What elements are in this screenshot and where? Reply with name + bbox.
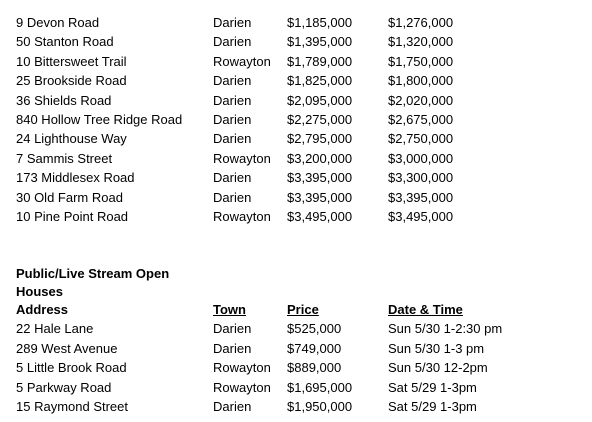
town-cell: Darien — [213, 321, 252, 337]
table-row — [16, 110, 548, 129]
date-time-cell: Sat 5/29 1-3pm — [388, 399, 477, 415]
table-row — [16, 397, 548, 416]
town-cell: Darien — [213, 340, 252, 356]
sold-price-cell: $1,276,000 — [388, 15, 454, 30]
town-cell: Darien — [213, 112, 252, 128]
open-houses-header-row — [16, 300, 548, 319]
town-cell: Rowayton — [213, 150, 271, 166]
town-cell: Darien — [213, 92, 252, 108]
list-price-cell: $3,395,000 — [287, 189, 353, 205]
table-row — [16, 149, 548, 168]
town-cell: Darien — [213, 170, 252, 186]
town-cell: Rowayton — [213, 379, 271, 395]
address-cell: 5 Little Brook Road — [16, 360, 127, 376]
list-price-cell: $2,795,000 — [287, 131, 353, 147]
sold-price-cell: $3,300,000 — [388, 170, 454, 186]
town-cell: Darien — [213, 73, 252, 89]
date-time-cell: Sun 5/30 12-2pm — [388, 360, 488, 376]
sold-price-cell: $3,395,000 — [388, 189, 454, 205]
address-cell: 173 Middlesex Road — [16, 170, 135, 186]
town-cell: Rowayton — [213, 360, 271, 376]
sold-price-cell: $1,750,000 — [388, 53, 454, 69]
price-cell: $1,950,000 — [287, 399, 353, 415]
sales-table-body — [16, 13, 548, 226]
table-row — [16, 168, 548, 187]
table-row — [16, 339, 548, 358]
list-price-cell: $1,185,000 — [287, 15, 353, 30]
address-cell: 840 Hollow Tree Ridge Road — [16, 112, 183, 128]
header-date-time: Date & Time — [388, 302, 463, 317]
price-cell: $749,000 — [287, 340, 342, 356]
table-row — [16, 129, 548, 148]
date-time-cell: Sun 5/30 1-2:30 pm — [388, 321, 503, 337]
address-cell: 9 Devon Road — [16, 15, 100, 30]
address-cell: 5 Parkway Road — [16, 379, 112, 395]
town-cell: Rowayton — [213, 53, 271, 69]
table-row — [16, 91, 548, 110]
sold-price-cell: $3,495,000 — [388, 209, 454, 225]
address-cell: 22 Hale Lane — [16, 321, 94, 337]
table-row — [16, 207, 548, 226]
address-cell: 10 Pine Point Road — [16, 209, 129, 225]
list-price-cell: $2,095,000 — [287, 92, 353, 108]
town-cell: Darien — [213, 34, 252, 50]
address-cell: 10 Bittersweet Trail — [16, 53, 127, 69]
address-cell: 36 Shields Road — [16, 92, 112, 108]
table-row — [16, 32, 548, 51]
table-row — [16, 358, 548, 377]
open-houses-table — [16, 300, 548, 416]
price-cell: $889,000 — [287, 360, 342, 376]
date-time-cell: Sun 5/30 1-3 pm — [388, 340, 485, 356]
address-cell: 50 Stanton Road — [16, 34, 114, 50]
open-houses-table-body — [16, 319, 548, 416]
table-row — [16, 52, 548, 71]
header-address: Address — [16, 302, 69, 317]
town-cell: Darien — [213, 189, 252, 205]
address-cell: 15 Raymond Street — [16, 399, 129, 415]
town-cell: Darien — [213, 15, 252, 30]
sold-price-cell: $3,000,000 — [388, 150, 454, 166]
address-cell: 24 Lighthouse Way — [16, 131, 127, 147]
list-price-cell: $3,200,000 — [287, 150, 353, 166]
list-price-cell: $3,395,000 — [287, 170, 353, 186]
price-cell: $525,000 — [287, 321, 342, 337]
table-row — [16, 378, 548, 397]
address-cell: 289 West Avenue — [16, 340, 118, 356]
town-cell: Darien — [213, 399, 252, 415]
sold-price-cell: $2,675,000 — [388, 112, 454, 128]
table-row — [16, 188, 548, 207]
sold-price-cell: $2,020,000 — [388, 92, 454, 108]
header-town: Town — [213, 302, 246, 317]
table-row — [16, 13, 548, 32]
table-row — [16, 71, 548, 90]
list-price-cell: $1,395,000 — [287, 34, 353, 50]
town-cell: Rowayton — [213, 209, 271, 225]
header-price: Price — [287, 302, 319, 317]
address-cell: 30 Old Farm Road — [16, 189, 123, 205]
sold-price-cell: $1,800,000 — [388, 73, 454, 89]
list-price-cell: $1,825,000 — [287, 73, 353, 89]
town-cell: Darien — [213, 131, 252, 147]
list-price-cell: $2,275,000 — [287, 112, 353, 128]
sales-table — [16, 13, 548, 226]
price-cell: $1,695,000 — [287, 379, 353, 395]
date-time-cell: Sat 5/29 1-3pm — [388, 379, 477, 395]
address-cell: 25 Brookside Road — [16, 73, 127, 89]
list-price-cell: $1,789,000 — [287, 53, 353, 69]
sold-price-cell: $2,750,000 — [388, 131, 454, 147]
address-cell: 7 Sammis Street — [16, 150, 113, 166]
table-row — [16, 319, 548, 338]
open-houses-title: Public/Live Stream Open Houses — [16, 266, 170, 299]
list-price-cell: $3,495,000 — [287, 209, 353, 225]
sold-price-cell: $1,320,000 — [388, 34, 454, 50]
